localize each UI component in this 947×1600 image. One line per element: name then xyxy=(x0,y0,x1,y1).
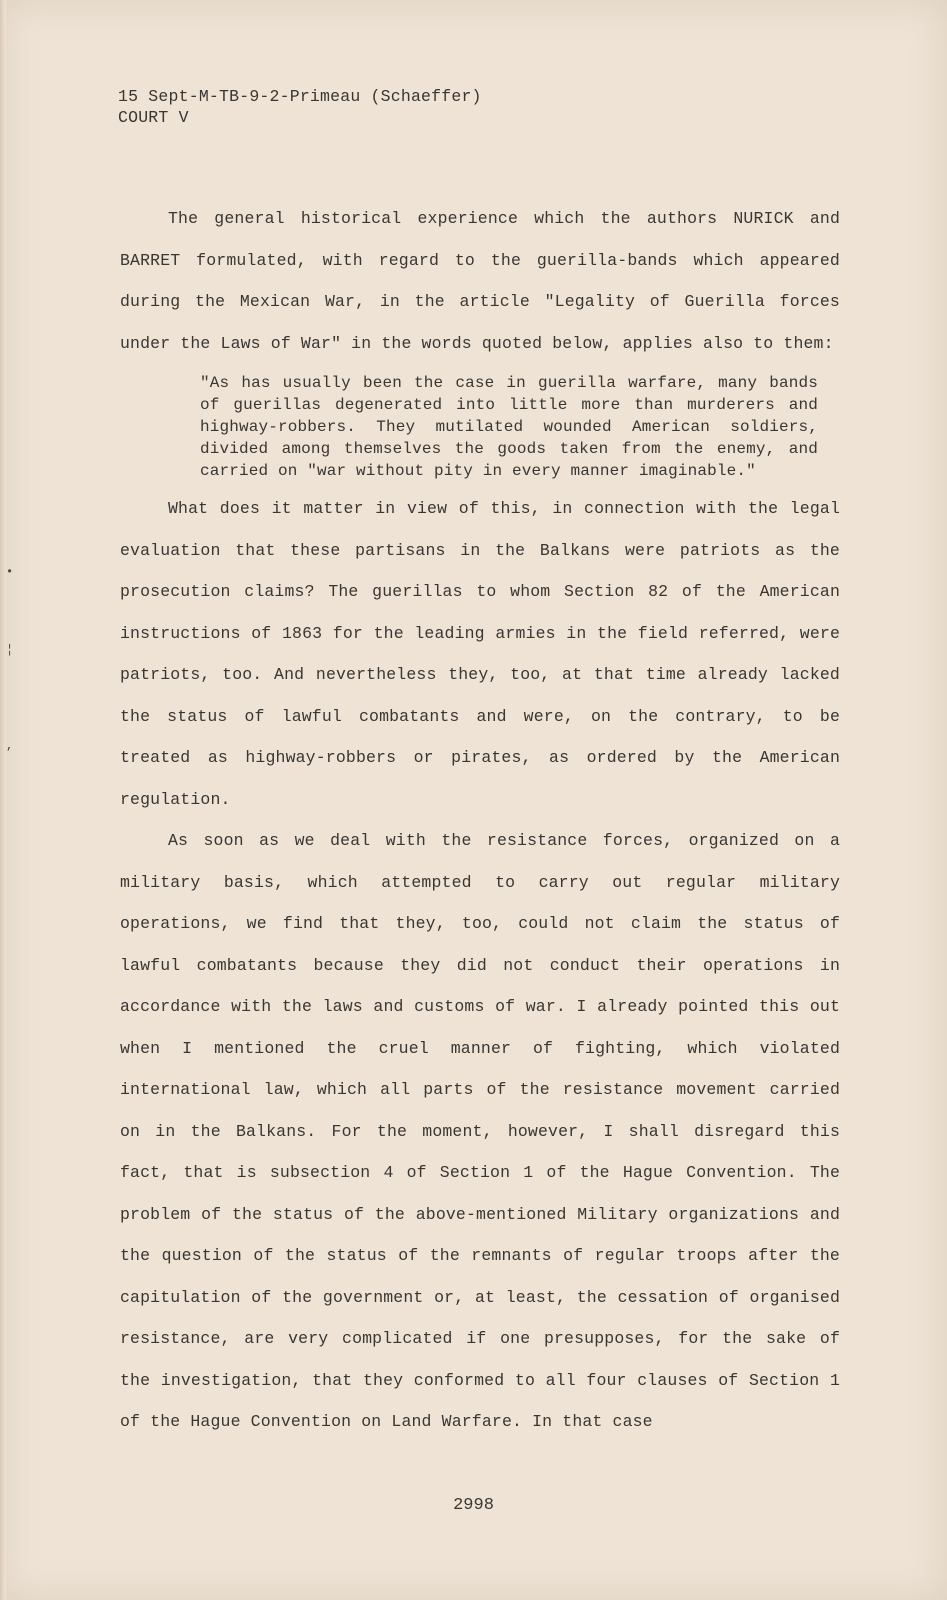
page-number: 2998 xyxy=(453,1496,494,1515)
header-reference: 15 Sept-M-TB-9-2-Primeau (Schaeffer) xyxy=(118,87,482,106)
paragraph-1: The general historical experience which the authors NURICK and BARRET formulated, with regard to the guerilla-bands which appeared during the Mexican War, in the article "Legality of Guerilla forces under the Laws of War" in the words quoted below, applies also to them: xyxy=(120,209,840,353)
page-left-edge xyxy=(0,0,6,1600)
document-header xyxy=(118,86,482,128)
document-body xyxy=(120,198,840,1443)
margin-mark: , xyxy=(6,739,14,753)
header-court: COURT V xyxy=(118,108,189,127)
paragraph-2: What does it matter in view of this, in connection with the legal evaluation that these partisans in the Balkans were patriots as the prosecution claims? The guerillas to whom Section 82 of the American instructions of 1863 for the leading armies in the field referred, were patriots, too. And nevertheless they, too, at that time already lacked the status of lawful combatants and were, on the contrary, to be treated as highway-robbers or pirates, as ordered by the American regulation. xyxy=(120,499,840,809)
margin-mark: • xyxy=(6,565,14,579)
margin-mark: ¦ xyxy=(6,643,14,657)
block-quote: "As has usually been the case in guerilla warfare, many bands of guerillas degenerated into little more than murderers and highway-robbers. They mutilated wounded American soldiers, divided among themselves the goods taken from the enemy, and carried on "war without pity in every manner imaginable." xyxy=(200,374,818,480)
paragraph-3: As soon as we deal with the resistance forces, organized on a military basis, which attempted to carry out regular military operations, we find that they, too, could not claim the status of lawful combatants because they did not conduct their operations in accordance with the laws and customs of war. I already pointed this out when I mentioned the cruel manner of fighting, which violated international law, which all parts of the resistance movement carried on in the Balkans. For the moment, however, I shall disregard this fact, that is subsection 4 of Section 1 of the Hague Convention. The problem of the status of the above-mentioned Military organizations and the question of the status of the remnants of regular troops after the capitulation of the government or, at least, the cessation of organised resistance, are very complicated if one presupposes, for the sake of the investigation, that they conformed to all four clauses of Section 1 of the Hague Convention on Land Warfare. In that case xyxy=(120,831,840,1431)
